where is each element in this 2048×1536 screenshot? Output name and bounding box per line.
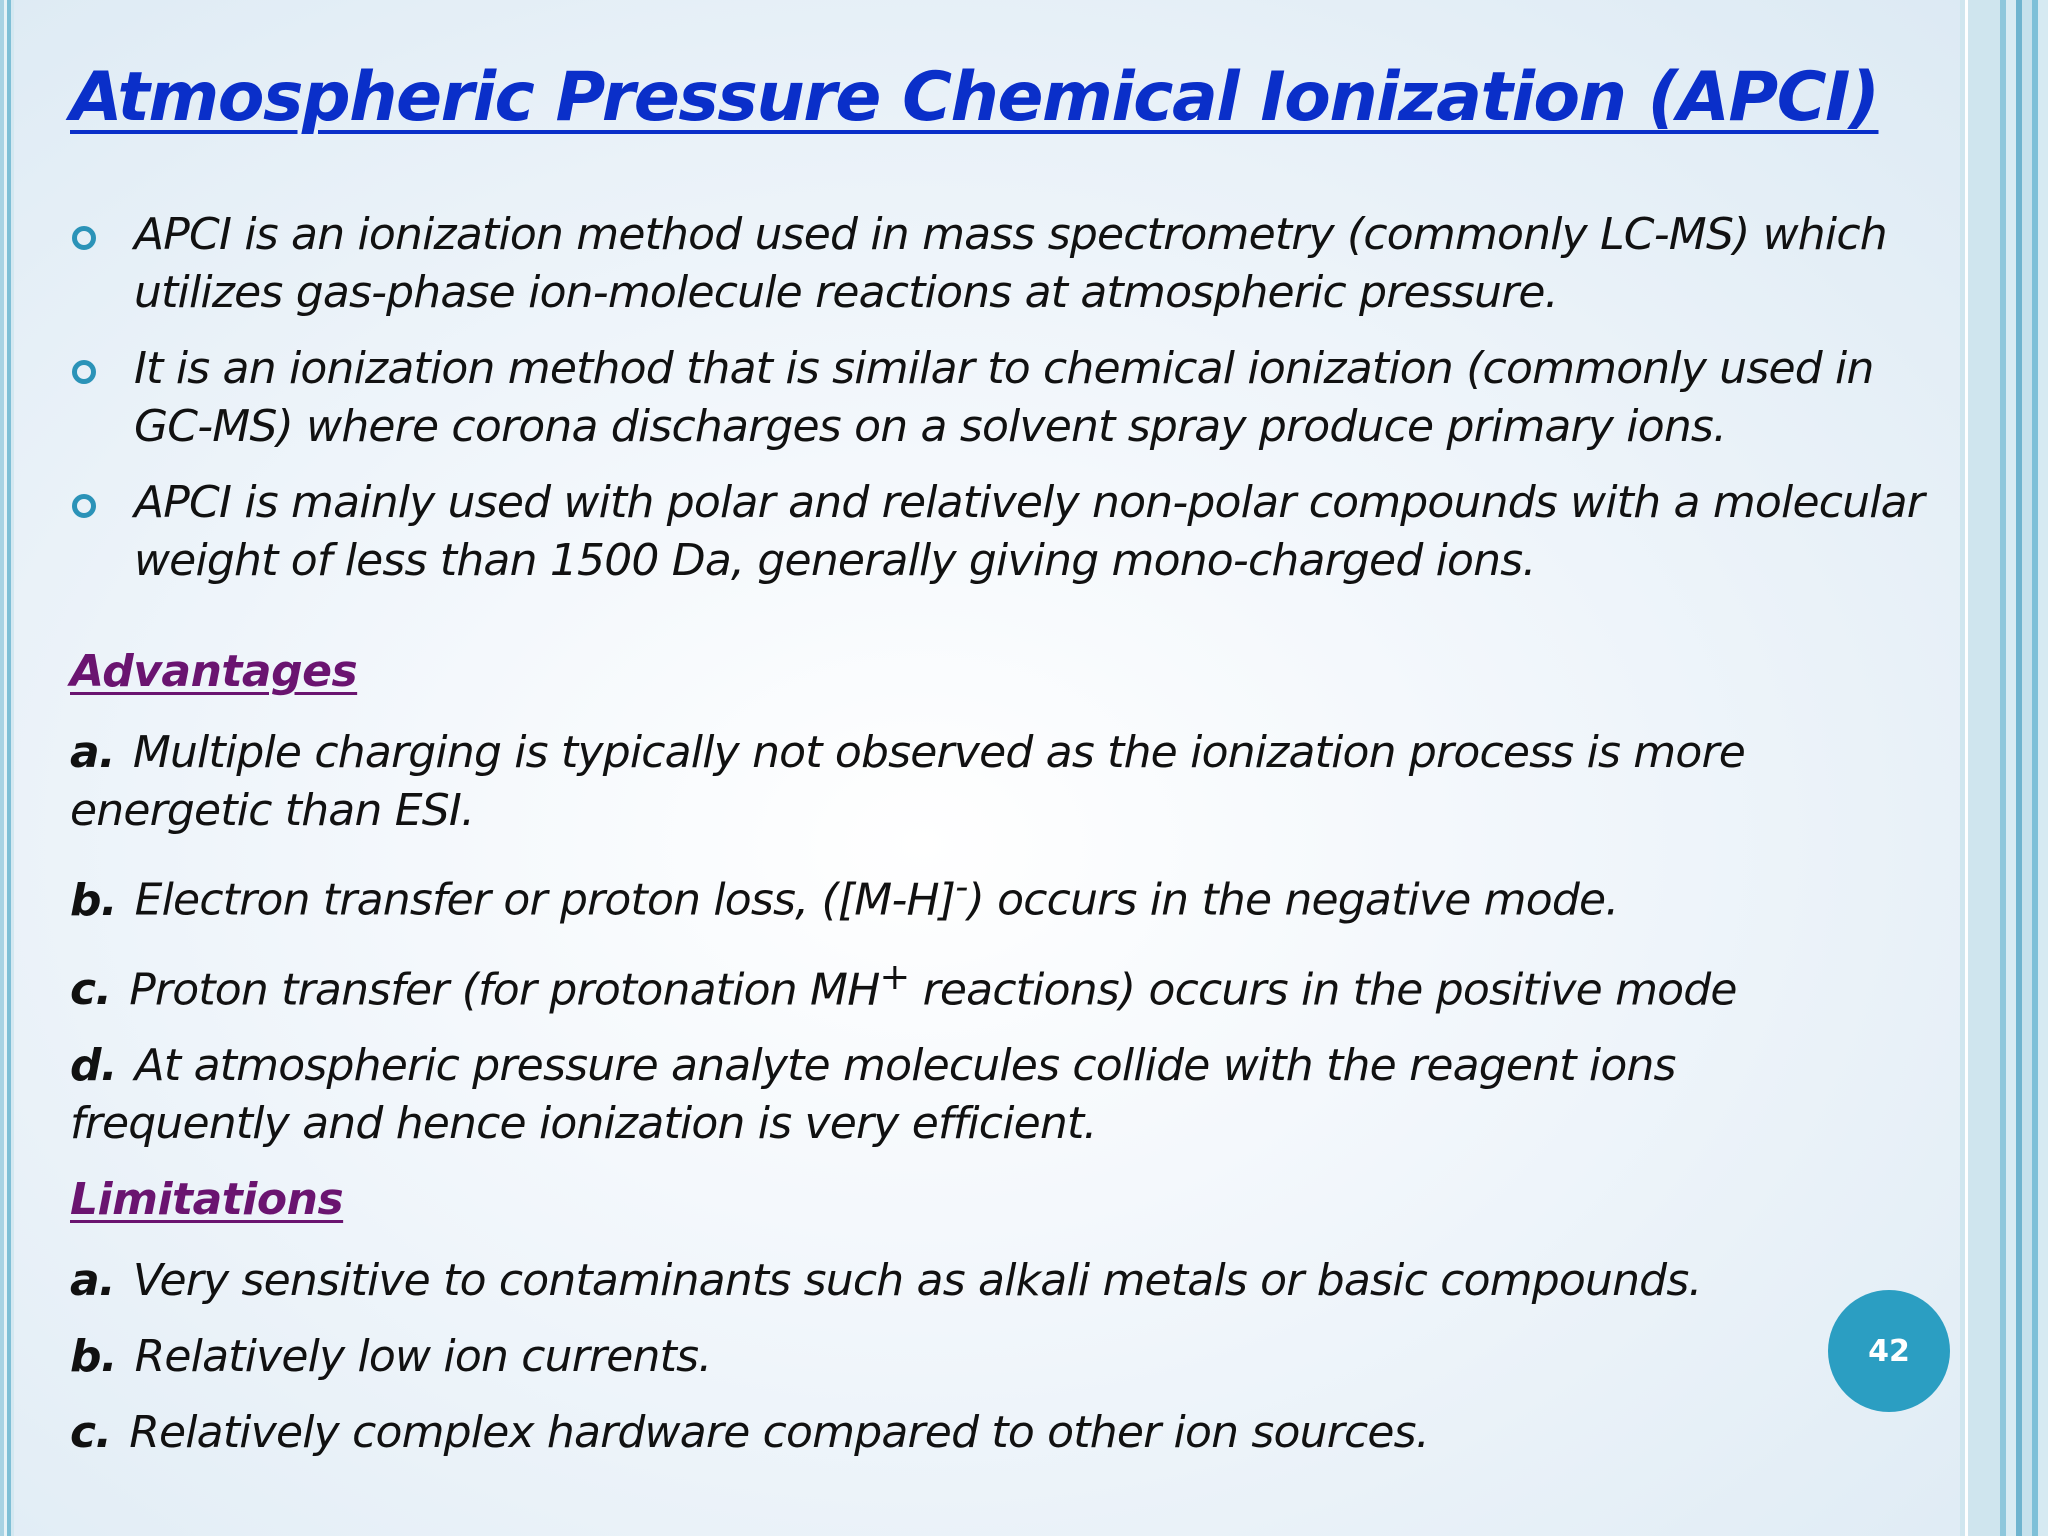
bullet-text: APCI is an ionization method used in mass spectrometry (commonly LC-MS) which utilizes gas-phase ion-molecule reactions at atmospheric pressure. [134, 209, 1887, 318]
page-number: 42 [1868, 1333, 1910, 1369]
item-text: At atmospheric pressure analyte molecules collide with the reagent ions frequently and hence ionization is very efficient. [70, 1040, 1676, 1150]
advantages-list [70, 724, 1810, 1171]
bullet-item [70, 206, 1950, 322]
item-letter: c. [70, 964, 112, 1016]
item-text: Electron transfer or proton loss, ([M-H] [134, 874, 956, 926]
advantage-item [70, 724, 1810, 840]
advantage-item [70, 948, 1810, 1020]
limitations-list [70, 1252, 1810, 1480]
bullet-circle-icon [72, 360, 96, 384]
bullet-circle-icon [72, 226, 96, 250]
item-text: Very sensitive to contaminants such as alkali metals or basic compounds. [132, 1255, 1702, 1306]
item-text-cont: reactions) occurs in the positive mode [909, 964, 1737, 1016]
item-text-cont: ) occurs in the negative mode. [967, 874, 1619, 926]
limitation-item [70, 1328, 1810, 1386]
advantage-item [70, 858, 1810, 930]
superscript-charge: - [955, 865, 968, 908]
item-letter: b. [70, 1331, 117, 1382]
bullet-item [70, 340, 1950, 456]
superscript-charge: + [879, 954, 910, 998]
bullet-circle-icon [72, 494, 96, 518]
slide-title: Atmospheric Pressure Chemical Ionization (APCI) [70, 58, 1879, 137]
bullet-text: It is an ionization method that is similar to chemical ionization (commonly used in GC-MS) where corona discharges on a solvent spray produce primary ions. [134, 343, 1874, 452]
bullet-text: APCI is mainly used with polar and relatively non-polar compounds with a molecular weight of less than 1500 Da, generally giving mono-charged ions. [134, 477, 1925, 586]
item-letter: c. [70, 1407, 112, 1458]
advantages-heading: Advantages [70, 646, 358, 697]
limitation-item [70, 1252, 1810, 1310]
item-letter: a. [70, 1255, 115, 1306]
left-border-decoration [0, 0, 14, 1536]
bullet-item [70, 474, 1950, 590]
item-text: Relatively complex hardware compared to other ion sources. [129, 1407, 1429, 1458]
right-border-decoration [1960, 0, 2048, 1536]
page-number-badge [1828, 1290, 1950, 1412]
item-text: Multiple charging is typically not observed as the ionization process is more energetic than ESI. [70, 727, 1746, 836]
advantage-item [70, 1037, 1810, 1153]
item-letter: b. [70, 874, 117, 926]
limitations-heading: Limitations [70, 1174, 344, 1225]
item-letter: a. [70, 727, 115, 778]
limitation-item [70, 1404, 1810, 1462]
item-text: Proton transfer (for protonation MH [129, 964, 880, 1016]
item-letter: d. [70, 1040, 117, 1092]
item-text: Relatively low ion currents. [134, 1331, 712, 1382]
bullet-list [70, 206, 1950, 608]
